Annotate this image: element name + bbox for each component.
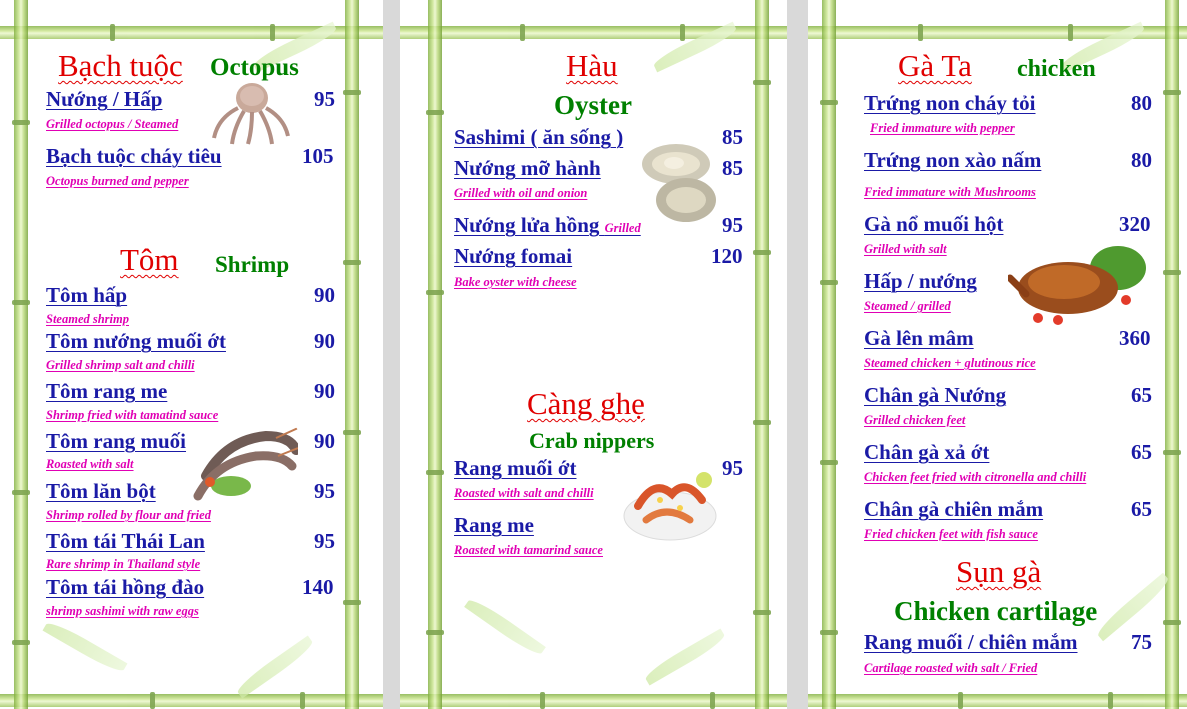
menu-item-name: Nướng lửa hồng Grilled <box>454 213 641 237</box>
category-subtitle-crab: Crab nippers <box>529 428 655 453</box>
menu-item-price: 80 <box>1131 91 1152 115</box>
menu-item-description: Grilled with salt <box>864 242 947 256</box>
menu-item-name: Sashimi ( ăn sống ) <box>454 125 624 149</box>
category-subtitle-chicken: chicken <box>1017 56 1096 82</box>
bamboo-frame-right <box>345 0 359 709</box>
menu-item-description: Steamed / grilled <box>864 299 951 313</box>
menu-item-name: Bạch tuộc cháy tiêu <box>46 144 222 168</box>
menu-item-description: Steamed chicken + glutinous rice <box>864 356 1036 370</box>
category-title-chicken: Gà Ta <box>898 48 972 83</box>
menu-item-name: Trứng non xào nấm <box>864 148 1042 172</box>
menu-item-name: Tôm lăn bột <box>46 479 156 503</box>
menu-item-description: Shrimp rolled by flour and fried <box>46 508 211 522</box>
menu-item-description: Rare shrimp in Thailand style <box>46 557 201 571</box>
menu-item-description: Grilled <box>604 221 641 235</box>
menu-item-name: Rang muối / chiên mắm <box>864 630 1078 654</box>
menu-item-price: 95 <box>314 87 335 111</box>
menu-item-description: Bake oyster with cheese <box>454 275 577 289</box>
menu-item-description: Roasted with tamarind sauce <box>454 543 603 557</box>
bamboo-frame-left <box>428 0 442 709</box>
menu-item-price: 120 <box>711 244 743 268</box>
menu-page-seafood-2 <box>400 0 787 709</box>
menu-item-name: Tôm rang me <box>46 379 168 403</box>
menu-item-price: 75 <box>1131 630 1152 654</box>
menu-item-price: 85 <box>722 125 743 149</box>
menu-item-price: 320 <box>1119 212 1151 236</box>
menu-item-description: Fried immature with Mushrooms <box>864 185 1036 199</box>
category-title-shrimp: Tôm <box>120 242 179 277</box>
menu-item-price: 95 <box>314 529 335 553</box>
menu-item-description: Fried chicken feet with fish sauce <box>864 527 1038 541</box>
menu-item-description: Chicken feet fried with citronella and chilli <box>864 470 1087 484</box>
menu-item-description: Shrimp fried with tamatind sauce <box>46 408 219 422</box>
menu-item-description: Steamed shrimp <box>46 312 129 326</box>
menu-item-price: 360 <box>1119 326 1151 350</box>
menu-item-price: 95 <box>314 479 335 503</box>
menu-item-name: Nướng fomai <box>454 244 573 268</box>
menu-item-name: Gà lên mâm <box>864 326 974 350</box>
menu-item-name: Tôm tái Thái Lan <box>46 529 205 553</box>
menu-item-name: Chân gà Nướng <box>864 383 1007 407</box>
menu-item-description: Fried immature with pepper <box>870 121 1015 135</box>
octopus-photo <box>208 78 292 146</box>
menu-item-name: Trứng non cháy tỏi <box>864 91 1036 115</box>
category-subtitle-octopus: Octopus <box>210 54 299 81</box>
bamboo-frame-right <box>755 0 769 709</box>
menu-item-name: Gà nổ muối hột <box>864 212 1004 236</box>
bamboo-frame-bottom <box>400 694 787 707</box>
menu-item-name: Tôm rang muối <box>46 429 187 453</box>
crab-photo <box>620 464 718 544</box>
menu-item-price: 65 <box>1131 383 1152 407</box>
menu-item-price: 140 <box>302 575 334 599</box>
menu-item-price: 90 <box>314 379 335 403</box>
bamboo-frame-bottom <box>808 694 1187 707</box>
oyster-photo <box>636 136 722 224</box>
category-title-crab: Càng ghẹ <box>527 386 645 421</box>
menu-item-description: Roasted with salt <box>46 457 134 471</box>
bamboo-frame-left <box>14 0 28 709</box>
category-title-cartilage: Sụn gà <box>956 554 1042 589</box>
menu-item-description: Octopus burned and pepper <box>46 174 189 188</box>
menu-item-description: Grilled shrimp salt and chilli <box>46 358 195 372</box>
menu-item-description: shrimp sashimi with raw eggs <box>46 604 199 618</box>
bamboo-frame-left <box>822 0 836 709</box>
category-title-oyster: Hàu <box>566 48 618 83</box>
menu-page-chicken <box>808 0 1187 709</box>
roast-chicken-photo <box>1008 238 1148 326</box>
category-subtitle-oyster: Oyster <box>554 90 632 120</box>
menu-item-description: Grilled chicken feet <box>864 413 966 427</box>
bamboo-frame-right <box>1165 0 1179 709</box>
menu-item-description: Roasted with salt and chilli <box>454 486 594 500</box>
menu-item-price: 95 <box>722 213 743 237</box>
menu-item-name: Nướng mỡ hành <box>454 156 601 180</box>
menu-item-name: Hấp / nướng <box>864 269 977 293</box>
menu-item-name: Nướng / Hấp <box>46 87 163 111</box>
menu-item-name: Rang me <box>454 513 534 537</box>
menu-item-price: 90 <box>314 429 335 453</box>
menu-item-name: Tôm tái hồng đào <box>46 575 205 599</box>
menu-item-price: 105 <box>302 144 334 168</box>
bamboo-frame-bottom <box>0 694 383 707</box>
menu-item-description: Cartilage roasted with salt / Fried <box>864 661 1038 675</box>
menu-item-price: 95 <box>722 456 743 480</box>
menu-item-description: Grilled octopus / Steamed <box>46 117 179 131</box>
menu-item-name: Tôm nướng muối ớt <box>46 329 226 353</box>
menu-item-price: 65 <box>1131 440 1152 464</box>
category-title-octopus: Bạch tuộc <box>58 48 183 83</box>
menu-item-description: Grilled with oil and onion <box>454 186 588 200</box>
shrimp-photo <box>186 426 298 502</box>
menu-item-price: 85 <box>722 156 743 180</box>
menu-item-price: 65 <box>1131 497 1152 521</box>
menu-item-name: Rang muối ớt <box>454 456 577 480</box>
menu-item-name: Chân gà xả ớt <box>864 440 990 464</box>
menu-item-price: 90 <box>314 329 335 353</box>
category-subtitle-cartilage: Chicken cartilage <box>894 596 1098 626</box>
menu-page-seafood-1 <box>0 0 383 709</box>
menu-item-price: 90 <box>314 283 335 307</box>
menu-item-name: Chân gà chiên mắm <box>864 497 1044 521</box>
menu-item-price: 80 <box>1131 148 1152 172</box>
category-subtitle-shrimp: Shrimp <box>215 252 290 277</box>
menu-item-name: Tôm hấp <box>46 283 128 307</box>
